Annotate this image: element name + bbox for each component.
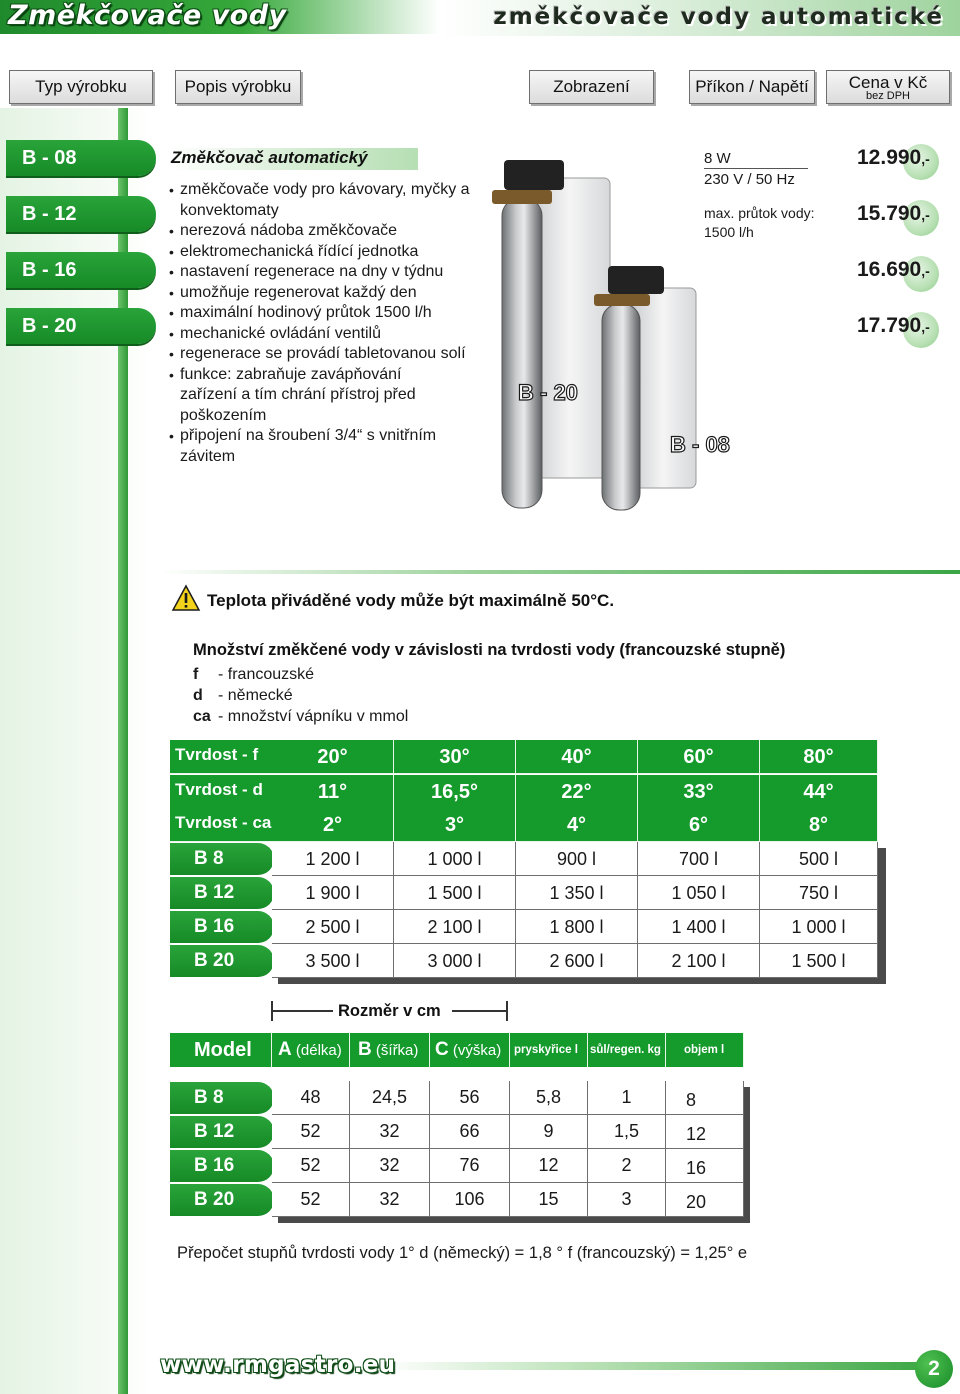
page-number: 2 [915, 1350, 953, 1388]
feature-list [168, 180, 488, 467]
hardness-value: 80° [760, 740, 878, 774]
spec-flow-label: max. průtok vody: [704, 205, 815, 221]
hardness-value: 16,5° [394, 775, 516, 809]
dimension-value: 106 [430, 1183, 510, 1217]
feature-item: • změkčovače vody pro kávovary, myčky a konvektomaty [168, 180, 488, 221]
dimension-value: 32 [350, 1183, 430, 1217]
warning-icon [172, 585, 200, 611]
dimension-value: 56 [430, 1081, 510, 1115]
dimension-value: 8 [666, 1081, 744, 1115]
price-value: 17.790 [857, 314, 922, 337]
capacity-value: 1 500 l [394, 876, 516, 910]
cena-sublabel: bez DPH [865, 90, 911, 102]
capacity-value: 750 l [760, 876, 878, 910]
price-b12 [845, 198, 945, 234]
spec-power: 8 W [704, 150, 731, 167]
header-title-bar [440, 0, 960, 36]
price-suffix: ,- [921, 151, 930, 167]
feature-item: • připojení na šroubení 3/4“ s vnitřním závitem [168, 426, 468, 467]
hardness-value: 22° [516, 775, 638, 809]
dimension-model-tab: B 8 [170, 1082, 274, 1114]
hardness-value: 4° [516, 808, 638, 842]
capacity-value: 3 000 l [394, 944, 516, 978]
capacity-model-tab: B 20 [170, 945, 274, 977]
dimension-value: 24,5 [350, 1081, 430, 1115]
image-label-small: B - 08 [670, 432, 730, 457]
legend-item: f - francouzské [193, 666, 315, 683]
hardness-value: 30° [394, 740, 516, 774]
capacity-value: 1 200 l [272, 842, 394, 876]
dimension-value: 16 [666, 1149, 744, 1183]
section-divider [160, 570, 960, 574]
price-suffix: ,- [921, 263, 930, 279]
legend-item: ca - množství vápníku v mmol [193, 708, 409, 725]
dimension-value: 12 [510, 1149, 588, 1183]
hardness-label: Tvrdost - f [170, 740, 272, 774]
dim-header-volume: objem l [666, 1033, 744, 1067]
capacity-value: 1 050 l [638, 876, 760, 910]
dimension-bracket [271, 1010, 333, 1012]
dim-header-b: B (šířka) [350, 1033, 430, 1067]
warning-text: Teplota přiváděné vody může být maximálně 50°C. [207, 591, 615, 610]
dimension-value: 2 [588, 1149, 666, 1183]
capacity-model-tab: B 12 [170, 877, 274, 909]
price-suffix: ,- [921, 319, 930, 335]
header-brand-bar [0, 0, 440, 34]
dimension-value: 3 [588, 1183, 666, 1217]
page-title: změkčovače vody automatické [493, 4, 944, 30]
hardness-label: Tvrdost - ca [170, 808, 272, 842]
dim-header-a: A (délka) [272, 1033, 350, 1067]
capacity-title: Množství změkčené vody v závislosti na tvrdosti vody (francouzské stupně) [193, 641, 786, 659]
hardness-value: 20° [272, 740, 394, 774]
capacity-value: 900 l [516, 842, 638, 876]
dimension-value: 52 [272, 1183, 350, 1217]
dimension-value: 20 [666, 1183, 744, 1217]
spec-divider [704, 168, 808, 169]
dimension-value: 66 [430, 1115, 510, 1149]
hardness-value: 2° [272, 808, 394, 842]
spec-flow-value: 1500 l/h [704, 224, 754, 240]
capacity-value: 1 500 l [760, 944, 878, 978]
capacity-value: 1 800 l [516, 910, 638, 944]
hardness-label: Tvrdost - d [170, 775, 272, 809]
price-b16 [845, 254, 945, 290]
dimension-bracket [506, 1001, 508, 1021]
dimension-value: 52 [272, 1149, 350, 1183]
dimension-model-tab: B 16 [170, 1150, 274, 1182]
spec-voltage: 230 V / 50 Hz [704, 171, 795, 188]
dimensions-title: Rozměr v cm [338, 1002, 441, 1020]
price-value: 16.690 [857, 258, 922, 281]
cena-label: Cena v Kč [848, 73, 928, 92]
legend-item: d - německé [193, 687, 293, 704]
capacity-value: 1 000 l [760, 910, 878, 944]
model-tab-b12: B - 12 [6, 196, 156, 232]
dimension-value: 1,5 [588, 1115, 666, 1149]
left-rail [118, 108, 128, 1394]
feature-item: • nastavení regenerace na dny v týdnu [168, 262, 488, 283]
capacity-value: 1 000 l [394, 842, 516, 876]
price-suffix: ,- [921, 207, 930, 223]
conversion-note: Přepočet stupňů tvrdosti vody 1° d (německý) = 1,8 ° f (francouzský) = 1,25° e [177, 1244, 748, 1262]
hardness-value: 40° [516, 740, 638, 774]
hardness-value: 6° [638, 808, 760, 842]
column-header-zobrazeni: Zobrazení [529, 70, 654, 104]
footer-bar [380, 1362, 920, 1370]
dimension-value: 48 [272, 1081, 350, 1115]
dimension-value: 76 [430, 1149, 510, 1183]
capacity-value: 2 500 l [272, 910, 394, 944]
dimension-value: 15 [510, 1183, 588, 1217]
dimension-value: 32 [350, 1115, 430, 1149]
feature-item: • mechanické ovládání ventilů [168, 324, 488, 345]
capacity-value: 2 100 l [638, 944, 760, 978]
dimension-value: 5,8 [510, 1081, 588, 1115]
dimension-value: 12 [666, 1115, 744, 1149]
column-header-typ: Typ výrobku [9, 70, 153, 104]
description-title: Změkčovač automatický [170, 148, 418, 170]
column-header-cena [826, 70, 950, 104]
capacity-value: 2 100 l [394, 910, 516, 944]
hardness-value: 44° [760, 775, 878, 809]
hardness-value: 3° [394, 808, 516, 842]
capacity-value: 1 900 l [272, 876, 394, 910]
dim-header-salt: sůl/regen. kg [588, 1033, 666, 1067]
feature-item: • funkce: zabraňuje zavápňování zařízení a tím chrání přístroj před poškozením [168, 365, 438, 427]
feature-item: • elektromechanická řídící jednotka [168, 242, 488, 263]
capacity-value: 1 400 l [638, 910, 760, 944]
price-value: 12.990 [857, 146, 922, 169]
hardness-value: 8° [760, 808, 878, 842]
capacity-value: 2 600 l [516, 944, 638, 978]
hardness-value: 11° [272, 775, 394, 809]
capacity-model-tab: B 8 [170, 843, 274, 875]
dimension-value: 52 [272, 1115, 350, 1149]
dim-header-resin: pryskyřice l [510, 1033, 588, 1067]
column-header-prikon: Příkon / Napětí [689, 70, 815, 104]
hardness-value: 60° [638, 740, 760, 774]
feature-item: • nerezová nádoba změkčovače [168, 221, 488, 242]
model-tab-b20: B - 20 [6, 308, 156, 344]
price-b08 [845, 142, 945, 178]
price-b20 [845, 310, 945, 346]
dimension-value: 1 [588, 1081, 666, 1115]
feature-item: • maximální hodinový průtok 1500 l/h [168, 303, 488, 324]
capacity-value: 3 500 l [272, 944, 394, 978]
model-tab-b08: B - 08 [6, 140, 156, 176]
capacity-value: 1 350 l [516, 876, 638, 910]
brand-title: Změkčovače vody [8, 0, 287, 31]
capacity-model-tab: B 16 [170, 911, 274, 943]
hardness-value: 33° [638, 775, 760, 809]
feature-item: • regenerace se provádí tabletovanou solí [168, 344, 468, 365]
feature-item: • umožňuje regenerovat každý den [168, 283, 488, 304]
model-tab-b16: B - 16 [6, 252, 156, 288]
capacity-value: 700 l [638, 842, 760, 876]
dimension-model-tab: B 12 [170, 1116, 274, 1148]
dimension-value: 9 [510, 1115, 588, 1149]
website-link[interactable]: www.rmgastro.eu [160, 1352, 396, 1378]
price-value: 15.790 [857, 202, 922, 225]
image-label-big: B - 20 [518, 380, 578, 405]
dim-header-model: Model [170, 1033, 272, 1067]
dimension-value: 32 [350, 1149, 430, 1183]
capacity-value: 500 l [760, 842, 878, 876]
dimension-bracket [452, 1010, 508, 1012]
dim-header-c: C (výška) [430, 1033, 510, 1067]
column-header-popis: Popis výrobku [175, 70, 301, 104]
dimension-model-tab: B 20 [170, 1184, 274, 1216]
